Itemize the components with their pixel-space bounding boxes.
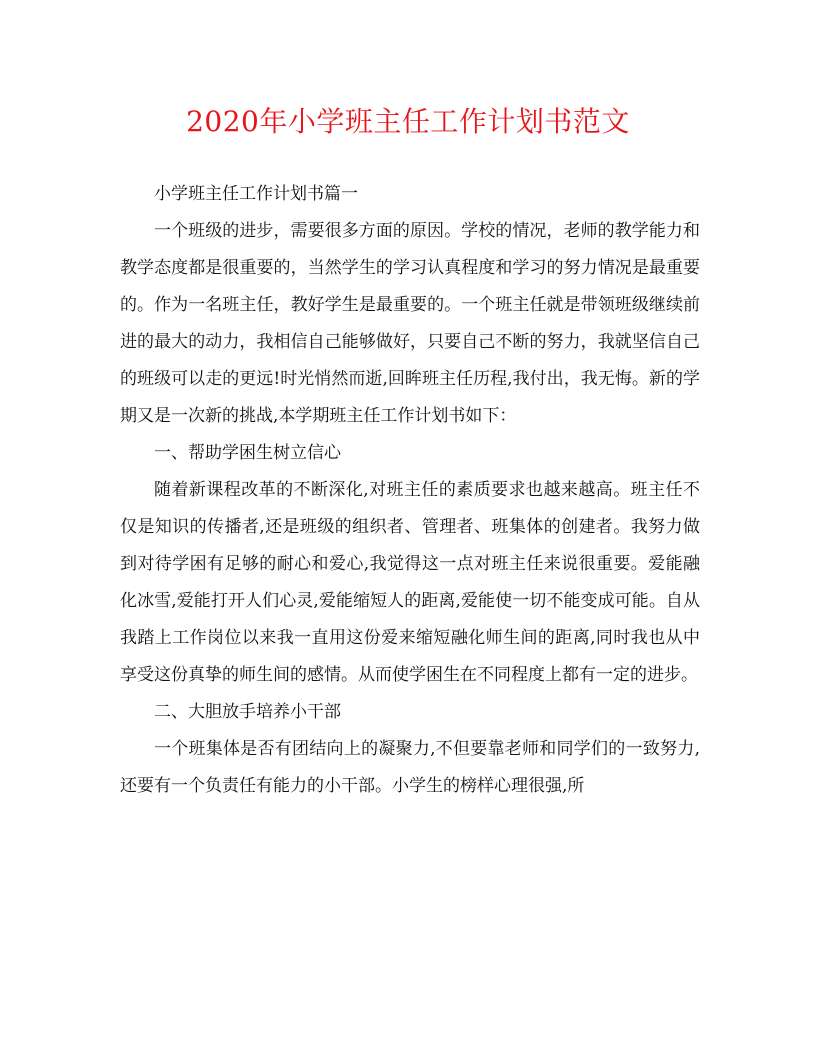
- section-heading-two: 二、大胆放手培养小干部: [154, 702, 341, 722]
- paragraph-intro: 一个班级的进步，需要很多方面的原因。学校的情况，老师的教学能力和教学态度都是很重要的，当然学生的学习认真程度和学习的努力情况是最重要的。作为一名班主任，教好学生是最重要的。一个班主任就是带领班级继续前进的最大的动力，我相信自己能够做好，只要自己不断的努力，我就坚信自己的班级可以走的更远!时光悄然而逝,回眸班主任历程,我付出，我无悔。新的学期又是一次新的挑战,本学期班主任工作计划书如下：: [120, 221, 700, 426]
- document-body: [120, 176, 700, 805]
- document-title: 2020年小学班主任工作计划书范文: [186, 105, 630, 138]
- paragraph-section-one: 随着新课程改革的不断深化,对班主任的素质要求也越来越高。班主任不仅是知识的传播者,还是班级的组织者、管理者、班集体的创建者。我努力做到对待学困有足够的耐心和爱心,我觉得这一点对班主任来说很重要。爱能融化冰雪,爱能打开人们心灵,爱能缩短人的距离,爱能使一切不能变成可能。自从我踏上工作岗位以来我一直用这份爱来缩短融化师生间的距离,同时我也从中享受这份真挚的师生间的感情。从而使学困生在不同程度上都有一定的进步。: [120, 480, 700, 685]
- section-heading-one: 一、帮助学困生树立信心: [154, 443, 341, 463]
- section-heading-plan-one: 小学班主任工作计划书篇一: [154, 184, 358, 204]
- paragraph-section-two: 一个班集体是否有团结向上的凝聚力,不但要靠老师和同学们的一致努力,还要有一个负责任有能力的小干部。小学生的榜样心理很强,所: [120, 739, 700, 796]
